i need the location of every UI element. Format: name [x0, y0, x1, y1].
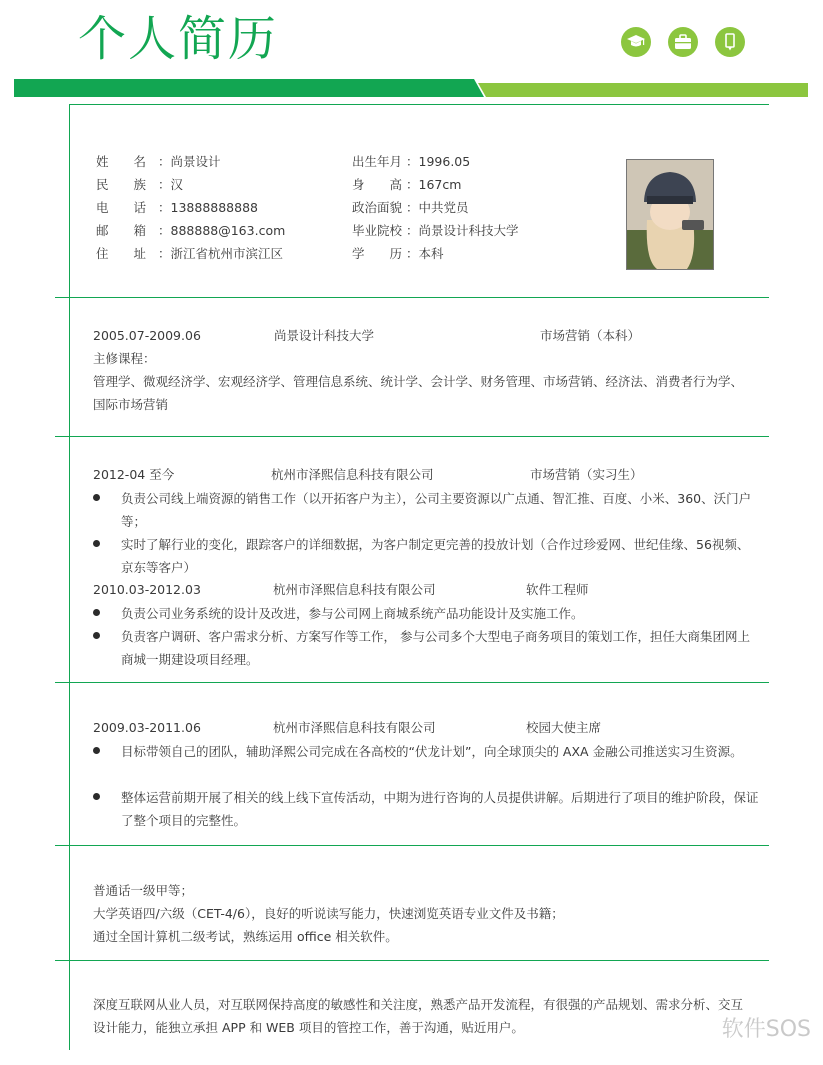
phone-label: 电 话	[96, 200, 147, 215]
school-value: ：尚景设计科技大学	[406, 223, 519, 238]
bullet-dot	[93, 747, 100, 754]
section-divider	[69, 104, 769, 105]
bullet-dot	[93, 793, 100, 800]
education-major: 市场营销（本科）	[540, 328, 641, 343]
email-label: 邮 箱	[96, 223, 147, 238]
work-bullet: 负责公司线上端资源的销售工作（以开拓客户为主），公司主要资源以广点通、智汇推、百度、小米、360、沃门户等；	[121, 491, 752, 529]
section-divider	[55, 436, 769, 437]
school-label: 毕业院校	[352, 223, 403, 238]
work-company: 杭州市泽熙信息科技有限公司	[271, 467, 434, 482]
header-bar-lime	[478, 83, 808, 97]
work-bullet: 实时了解行业的变化，跟踪客户的详细数据，为客户制定更完善的投放计划（合作过珍爱网、世纪佳缘、56视频、京东等客户）	[121, 537, 750, 575]
campus-role: 校园大使主席	[526, 720, 602, 735]
courses-label: 主修课程：	[93, 351, 156, 366]
briefcase-icon	[668, 27, 698, 57]
degree-value: ：本科	[406, 246, 444, 261]
work-role: 市场营销（实习生）	[530, 467, 643, 482]
skill-item: 普通话一级甲等；	[93, 883, 194, 898]
birth-value: ：1996.05	[406, 154, 471, 169]
campus-period: 2009.03-2011.06	[93, 720, 201, 735]
section-divider	[55, 682, 769, 683]
self-summary: 深度互联网从业人员，对互联网保持高度的敏感性和关注度，熟悉产品开发流程，有很强的产品规划、需求分析、交互设计能力，能独立承担 APP 和 WEB 项目的管控工作，善于沟通，贴近用户。	[93, 997, 744, 1035]
watermark-logo: 软件SOS	[721, 1017, 811, 1042]
campus-bullet: 目标带领自己的团队，辅助泽熙公司完成在各高校的“伏龙计划”，向全球顶尖的 AXA 金融公司推送实习生资源。	[121, 744, 743, 759]
work-role: 软件工程师	[526, 582, 589, 597]
work-bullet: 负责客户调研、客户需求分析、方案写作等工作， 参与公司多个大型电子商务项目的策划工作，担任大商集团网上商城一期建设项目经理。	[121, 629, 750, 667]
profile-photo	[626, 159, 714, 270]
politics-value: ：中共党员	[406, 200, 469, 215]
skill-item: 通过全国计算机二级考试，熟练运用 office 相关软件。	[93, 929, 398, 944]
work-period: 2010.03-2012.03	[93, 582, 201, 597]
education-school: 尚景设计科技大学	[274, 328, 375, 343]
bullet-dot	[93, 609, 100, 616]
degree-label: 学 历	[352, 246, 403, 261]
pen-icon	[715, 27, 745, 57]
height-label: 身 高	[352, 177, 403, 192]
politics-label: 政治面貌	[352, 200, 403, 215]
birth-label: 出生年月	[352, 154, 403, 169]
bullet-dot	[93, 540, 100, 547]
campus-bullet: 整体运营前期开展了相关的线上线下宣传活动，中期为进行咨询的人员提供讲解。后期进行了项目的维护阶段，保证了整个项目的完整性。	[121, 790, 759, 828]
name-value: ：尚景设计	[158, 154, 221, 169]
address-label: 住 址	[96, 246, 147, 261]
section-divider	[55, 845, 769, 846]
height-value: ：167cm	[406, 177, 462, 192]
work-bullet: 负责公司业务系统的设计及改进，参与公司网上商城系统产品功能设计及实施工作。	[121, 606, 584, 621]
work-period: 2012-04 至今	[93, 467, 175, 482]
resume-title: 个人简历	[78, 11, 279, 67]
skill-item: 大学英语四/六级（CET-4/6），良好的听说读写能力，快速浏览英语专业文件及书籍；	[93, 906, 564, 921]
section-divider	[55, 960, 769, 961]
left-rule	[69, 104, 70, 1050]
education-period: 2005.07-2009.06	[93, 328, 201, 343]
section-divider	[55, 297, 769, 298]
bullet-dot	[93, 494, 100, 501]
header-bar-green	[14, 79, 484, 97]
address-value: ：浙江省杭州市滨江区	[158, 246, 284, 261]
ethnicity-value: ：汉	[158, 177, 184, 192]
courses-text: 管理学、微观经济学、宏观经济学、管理信息系统、统计学、会计学、财务管理、市场营销、经济法、消费者行为学、国际市场营销	[93, 374, 744, 412]
bullet-dot	[93, 632, 100, 639]
work-company: 杭州市泽熙信息科技有限公司	[273, 582, 436, 597]
email-value: ：888888@163.com	[158, 223, 286, 238]
name-label: 姓 名	[96, 154, 147, 169]
ethnicity-label: 民 族	[96, 177, 147, 192]
graduation-cap-icon	[621, 27, 651, 57]
phone-value: ：13888888888	[158, 200, 258, 215]
campus-company: 杭州市泽熙信息科技有限公司	[273, 720, 436, 735]
